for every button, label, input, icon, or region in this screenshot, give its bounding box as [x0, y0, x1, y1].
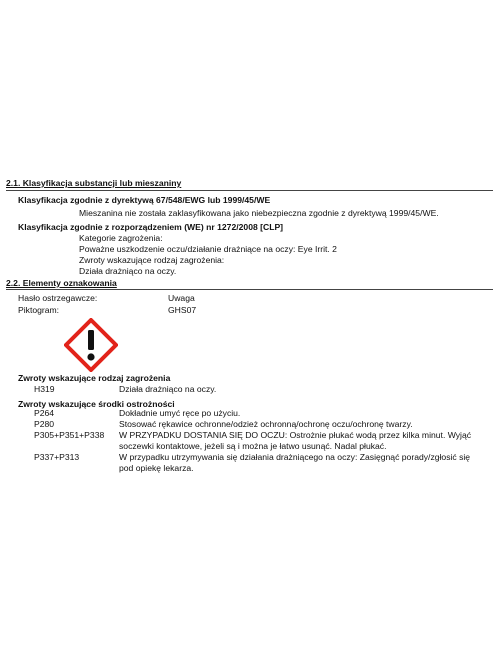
- signal-word-value: Uwaga: [168, 293, 195, 303]
- precaution-text: W przypadku utrzymywania się działania drażniącego na oczy: Zasięgnąć porady/zgłosić się pod opiekę lekarza.: [119, 452, 471, 473]
- section-2-1-divider: [6, 190, 493, 191]
- clp-line: Kategorie zagrożenia:: [79, 233, 163, 243]
- precaution-text: W PRZYPADKU DOSTANIA SIĘ DO OCZU: Ostrożnie płukać wodą przez kilka minut. Wyjąć soczewki kontaktowe, jeżeli są i można je łatwo usunąć. Nadal płukać.: [119, 430, 472, 451]
- hazard-heading: Zwroty wskazujące rodzaj zagrożenia: [18, 373, 171, 383]
- signal-word-label: Hasło ostrzegawcze:: [18, 293, 98, 303]
- section-2-2-divider: [6, 289, 493, 290]
- clp-line: Zwroty wskazujące rodzaj zagrożenia:: [79, 255, 225, 265]
- precaution-text: Stosować rękawice ochronne/odzież ochronną/ochronę oczu/ochronę twarzy.: [119, 419, 413, 429]
- precaution-code: P305+P351+P338: [34, 430, 105, 440]
- precaution-heading: Zwroty wskazujące środki ostrożności: [18, 399, 175, 409]
- clp-heading: Klasyfikacja zgodnie z rozporządzeniem (WE) nr 1272/2008 [CLP]: [18, 222, 284, 232]
- hazard-text: Działa drażniąco na oczy.: [119, 384, 217, 394]
- pictogram-label: Piktogram:: [18, 305, 60, 315]
- clp-line: Poważne uszkodzenie oczu/działanie drażniące na oczy: Eye Irrit. 2: [79, 244, 337, 254]
- hazard-code: H319: [34, 384, 55, 394]
- clp-line: Działa drażniąco na oczy.: [79, 266, 177, 276]
- precaution-code: P280: [34, 419, 55, 429]
- precaution-text: Dokładnie umyć ręce po użyciu.: [119, 408, 241, 418]
- precaution-code: P337+P313: [34, 452, 80, 462]
- ghs07-exclamation-mark-icon: [64, 318, 118, 372]
- section-2-1-title: 2.1. Klasyfikacja substancji lub mieszaniny: [6, 178, 182, 188]
- precaution-code: P264: [34, 408, 55, 418]
- directive-text: Mieszanina nie została zaklasyfikowana jako niebezpieczna zgodnie z dyrektywą 1999/45/WE.: [79, 208, 439, 218]
- pictogram-value: GHS07: [168, 305, 197, 315]
- directive-heading: Klasyfikacja zgodnie z dyrektywą 67/548/EWG lub 1999/45/WE: [18, 195, 271, 205]
- section-2-2-title: 2.2. Elementy oznakowania: [6, 278, 117, 288]
